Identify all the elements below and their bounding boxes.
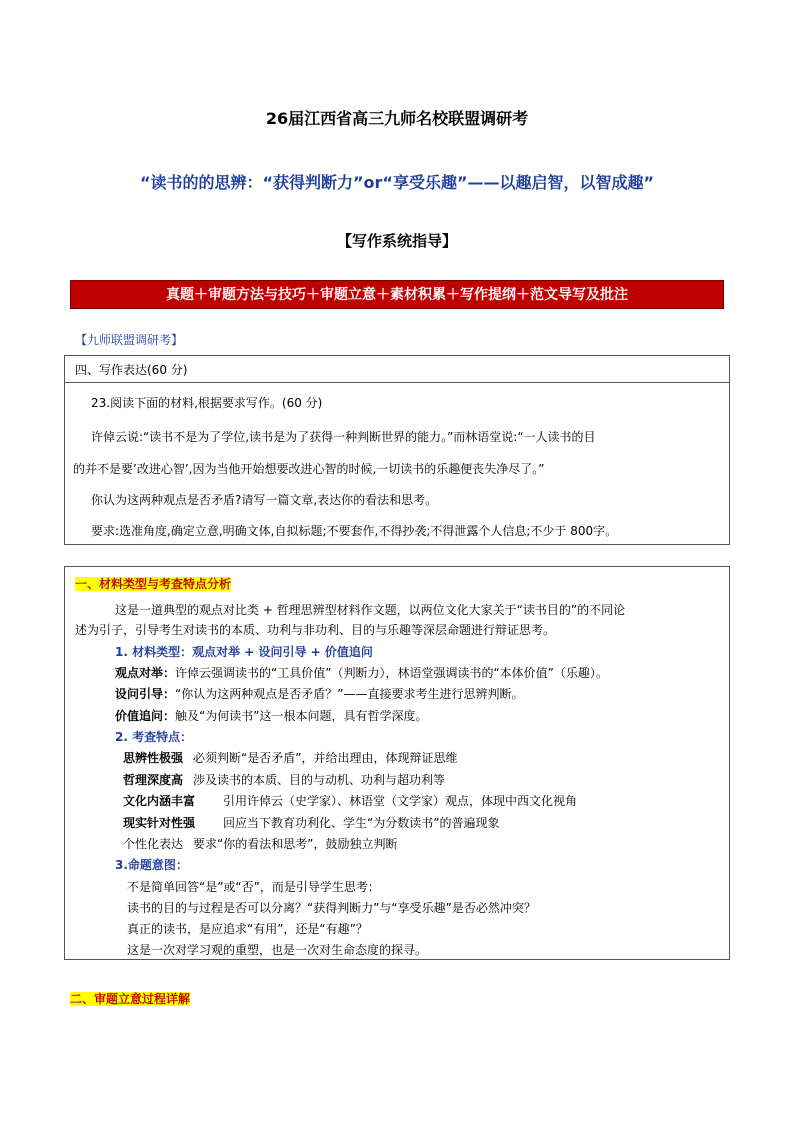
section-banner: 真题＋审题方法与技巧＋审题立意＋素材积累＋写作提纲＋范文导写及批注	[70, 280, 724, 309]
requirements-text: 要求:选准角度,确定立意,明确文体,自拟标题;不要套作,不得抄袭;不得泄露个人信息;不少于 800字。	[91, 524, 618, 538]
analysis-heading: 一、材料类型与考查特点分析	[75, 577, 232, 591]
feature-item: 哲理深度高 涉及读书的本质、目的与动机、功利与超功利等	[123, 773, 446, 787]
features-heading: 2. 考查特点：	[115, 730, 193, 744]
type-item: 设问引导：“你认为这两种观点是否矛盾？”——直接要求考生进行思辨判断。	[115, 687, 524, 701]
intent-heading: 3.命题意图：	[115, 858, 188, 872]
prompt-text: 你认为这两种观点是否矛盾?请写一篇文章,表达你的看法和思考。	[91, 493, 438, 507]
intent-line: 读书的目的与过程是否可以分离？“获得判断力”与“享受乐趣”是否必然冲突？	[127, 901, 536, 915]
page-subtitle: “读书的的思辨：“获得判断力”or“享受乐趣”——以趣启智，以智成趣”	[140, 173, 654, 192]
material-line-2: 的并不是要’改进心智’,因为当他开始想要改进心智的时候,一切读书的乐趣便丧失净尽了。”	[73, 462, 545, 476]
section-heading: 四、写作表达(60 分)	[75, 363, 188, 377]
analysis-box	[64, 566, 730, 960]
divider	[65, 382, 729, 383]
feature-item: 个性化表达 要求“你的看法和思考”，鼓励独立判断	[123, 837, 398, 851]
material-line-1: 许倬云说:“读书不是为了学位,读书是为了获得一种判断世界的能力。”而林语堂说:“一人读书的目	[91, 430, 596, 444]
feature-item: 现实针对性强 回应当下教育功利化、学生“为分数读书”的普遍现象	[123, 816, 500, 830]
intro-line-1: 这是一道典型的观点对比类 + 哲理思辨型材料作文题，以两位文化大家关于“读书目的”的不同论	[115, 603, 626, 617]
type-item: 观点对举：许倬云强调读书的“工具价值”（判断力），林语堂强调读书的“本体价值”（乐趣）。	[115, 666, 608, 680]
feature-item: 文化内涵丰富 引用许倬云（史学家）、林语堂（文学家）观点，体现中西文化视角	[123, 794, 578, 808]
intent-line: 真正的读书，是应追求“有用”，还是“有趣”？	[127, 922, 368, 936]
guide-label: 【写作系统指导】	[336, 232, 457, 250]
type-item: 价值追问：触及“为何读书”这一根本问题，具有哲学深度。	[115, 709, 428, 723]
question-text: 23.阅读下面的材料,根据要求写作。(60 分)	[91, 396, 323, 410]
feature-item: 思辨性极强 必须判断“是否矛盾”，并给出理由，体现辩证思维	[123, 751, 458, 765]
intent-line: 这是一次对学习观的重塑，也是一次对生命态度的探寻。	[127, 943, 428, 957]
page-title: 26届江西省高三九师名校联盟调研考	[265, 109, 529, 128]
exam-question-box	[64, 355, 730, 545]
section2-heading: 二、审题立意过程详解	[70, 992, 191, 1006]
type-heading: 1. 材料类型：观点对举 + 设问引导 + 价值追问	[115, 645, 373, 659]
intent-line: 不是简单回答“是”或“否”，而是引导学生思考：	[127, 880, 380, 894]
intro-line-2: 述为引子，引导考生对读书的本质、功利与非功利、目的与乐趣等深层命题进行辩证思考。	[75, 623, 556, 637]
source-tag: 【九师联盟调研考】	[75, 333, 184, 347]
